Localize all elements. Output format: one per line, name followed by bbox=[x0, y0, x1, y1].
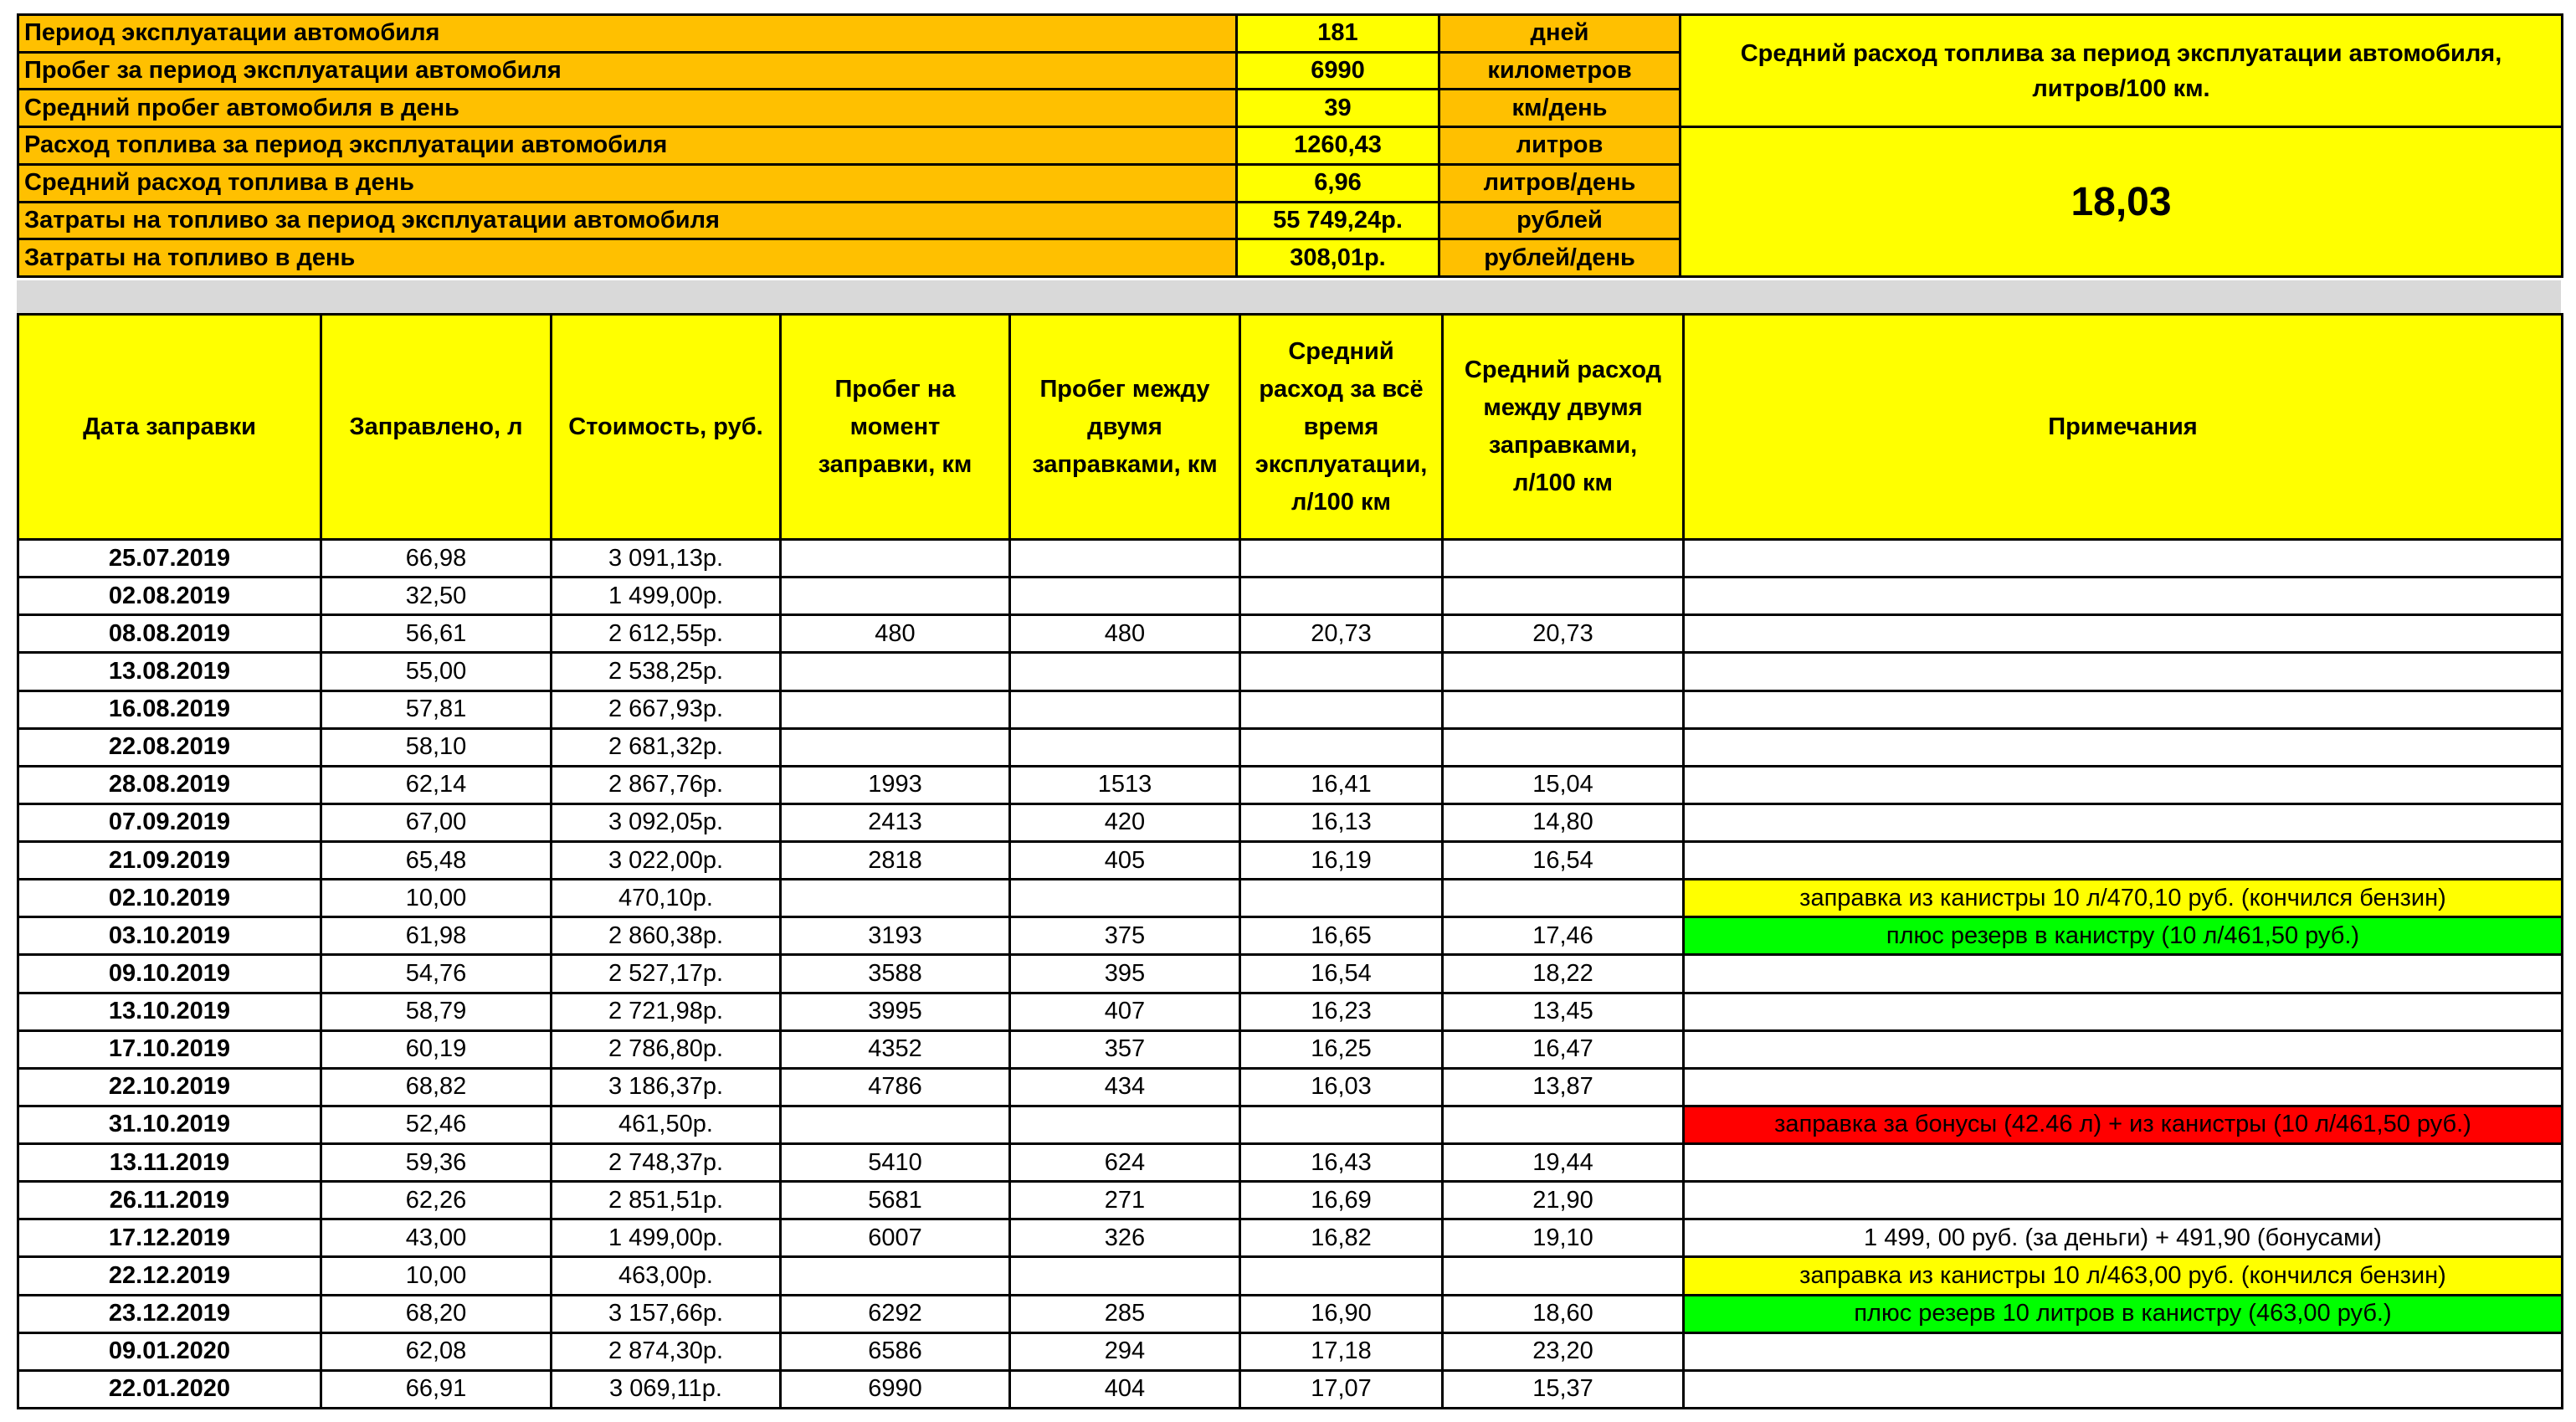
table-row bbox=[18, 1030, 2563, 1068]
summary-row bbox=[18, 15, 2563, 53]
cell-distance[interactable]: 271 bbox=[1010, 1182, 1240, 1219]
cell-note[interactable]: 1 499, 00 руб. (за деньги) + 491,90 (бонусами) bbox=[1684, 1219, 2563, 1257]
cell-odometer[interactable] bbox=[781, 540, 1010, 578]
header-date[interactable]: Дата заправки bbox=[18, 315, 321, 540]
cell-odometer[interactable]: 3995 bbox=[781, 993, 1010, 1030]
cell-cost[interactable]: 2 527,17р. bbox=[552, 955, 781, 993]
table-row bbox=[18, 728, 2563, 766]
summary-row bbox=[18, 127, 2563, 165]
cell-odometer[interactable]: 6586 bbox=[781, 1332, 1010, 1370]
summary-unit[interactable]: литров bbox=[1439, 127, 1681, 165]
cell-liters[interactable]: 65,48 bbox=[321, 842, 552, 880]
cell-date[interactable]: 13.08.2019 bbox=[18, 653, 321, 690]
table-row bbox=[18, 993, 2563, 1030]
cell-avg-between[interactable]: 21,90 bbox=[1443, 1182, 1684, 1219]
table-row bbox=[18, 653, 2563, 690]
cell-distance[interactable] bbox=[1010, 578, 1240, 615]
cell-avg-total[interactable] bbox=[1240, 728, 1443, 766]
cell-date[interactable]: 09.01.2020 bbox=[18, 1332, 321, 1370]
cell-note[interactable]: плюс резерв 10 литров в канистру (463,00 руб.) bbox=[1684, 1295, 2563, 1332]
cell-avg-between[interactable]: 16,47 bbox=[1443, 1030, 1684, 1068]
cell-distance[interactable]: 480 bbox=[1010, 615, 1240, 653]
log-header-row bbox=[18, 315, 2563, 540]
cell-avg-total[interactable] bbox=[1240, 1106, 1443, 1143]
cell-note[interactable] bbox=[1684, 540, 2563, 578]
cell-avg-between[interactable]: 16,54 bbox=[1443, 842, 1684, 880]
cell-note[interactable] bbox=[1684, 1144, 2563, 1182]
cell-cost[interactable]: 3 157,66р. bbox=[552, 1295, 781, 1332]
summary-body bbox=[18, 15, 2563, 277]
cell-cost[interactable]: 1 499,00р. bbox=[552, 1219, 781, 1257]
cell-distance[interactable]: 285 bbox=[1010, 1295, 1240, 1332]
cell-note[interactable] bbox=[1684, 1370, 2563, 1408]
summary-value[interactable]: 6990 bbox=[1237, 52, 1439, 90]
cell-avg-between[interactable]: 14,80 bbox=[1443, 803, 1684, 841]
cell-avg-between[interactable] bbox=[1443, 690, 1684, 728]
cell-date[interactable]: 02.08.2019 bbox=[18, 578, 321, 615]
summary-label[interactable]: Средний пробег автомобиля в день bbox=[18, 90, 1237, 127]
cell-liters[interactable]: 62,26 bbox=[321, 1182, 552, 1219]
cell-note[interactable] bbox=[1684, 690, 2563, 728]
cell-date[interactable]: 16.08.2019 bbox=[18, 690, 321, 728]
cell-distance[interactable]: 294 bbox=[1010, 1332, 1240, 1370]
cell-date[interactable]: 17.10.2019 bbox=[18, 1030, 321, 1068]
table-row bbox=[18, 955, 2563, 993]
log-body bbox=[18, 540, 2563, 1409]
cell-odometer[interactable] bbox=[781, 690, 1010, 728]
cell-cost[interactable]: 2 851,51р. bbox=[552, 1182, 781, 1219]
table-row bbox=[18, 842, 2563, 880]
table-row bbox=[18, 917, 2563, 955]
cell-note[interactable] bbox=[1684, 1030, 2563, 1068]
cell-date[interactable]: 22.10.2019 bbox=[18, 1068, 321, 1106]
summary-value[interactable]: 181 bbox=[1237, 15, 1439, 53]
summary-value[interactable]: 6,96 bbox=[1237, 164, 1439, 202]
cell-odometer[interactable] bbox=[781, 880, 1010, 917]
summary-unit[interactable]: рублей bbox=[1439, 202, 1681, 239]
cell-avg-between[interactable] bbox=[1443, 1257, 1684, 1295]
summary-unit[interactable]: километров bbox=[1439, 52, 1681, 90]
refuel-log-table bbox=[17, 313, 2563, 1409]
cell-liters[interactable]: 68,82 bbox=[321, 1068, 552, 1106]
summary-label[interactable]: Затраты на топливо в день bbox=[18, 239, 1237, 277]
cell-distance[interactable] bbox=[1010, 1257, 1240, 1295]
header-liters[interactable]: Заправлено, л bbox=[321, 315, 552, 540]
cell-odometer[interactable] bbox=[781, 728, 1010, 766]
cell-note[interactable] bbox=[1684, 993, 2563, 1030]
cell-avg-total[interactable]: 17,07 bbox=[1240, 1370, 1443, 1408]
cell-liters[interactable]: 62,08 bbox=[321, 1332, 552, 1370]
cell-avg-total[interactable] bbox=[1240, 880, 1443, 917]
cell-note[interactable]: заправка из канистры 10 л/470,10 руб. (кончился бензин) bbox=[1684, 880, 2563, 917]
cell-avg-between[interactable] bbox=[1443, 578, 1684, 615]
summary-value[interactable]: 308,01р. bbox=[1237, 239, 1439, 277]
cell-avg-total[interactable] bbox=[1240, 578, 1443, 615]
table-row bbox=[18, 1257, 2563, 1295]
cell-date[interactable]: 23.12.2019 bbox=[18, 1295, 321, 1332]
cell-cost[interactable]: 2 874,30р. bbox=[552, 1332, 781, 1370]
cell-avg-between[interactable]: 13,87 bbox=[1443, 1068, 1684, 1106]
cell-liters[interactable]: 59,36 bbox=[321, 1144, 552, 1182]
cell-note[interactable]: заправка за бонусы (42.46 л) + из канистры (10 л/461,50 руб.) bbox=[1684, 1106, 2563, 1143]
cell-avg-between[interactable]: 15,37 bbox=[1443, 1370, 1684, 1408]
cell-date[interactable]: 13.10.2019 bbox=[18, 993, 321, 1030]
cell-cost[interactable]: 2 721,98р. bbox=[552, 993, 781, 1030]
cell-avg-total[interactable] bbox=[1240, 1257, 1443, 1295]
summary-label[interactable]: Затраты на топливо за период эксплуатации автомобиля bbox=[18, 202, 1237, 239]
cell-note[interactable]: плюс резерв в канистру (10 л/461,50 руб.) bbox=[1684, 917, 2563, 955]
summary-label[interactable]: Пробег за период эксплуатации автомобиля bbox=[18, 52, 1237, 90]
table-row bbox=[18, 766, 2563, 803]
log-header bbox=[18, 315, 2563, 540]
header-avg-between[interactable]: Средний расход между двумя заправками, л/100 км bbox=[1443, 315, 1684, 540]
cell-distance[interactable]: 405 bbox=[1010, 842, 1240, 880]
cell-liters[interactable]: 68,20 bbox=[321, 1295, 552, 1332]
cell-cost[interactable]: 3 092,05р. bbox=[552, 803, 781, 841]
cell-odometer[interactable]: 5681 bbox=[781, 1182, 1010, 1219]
cell-distance[interactable]: 624 bbox=[1010, 1144, 1240, 1182]
cell-cost[interactable]: 2 681,32р. bbox=[552, 728, 781, 766]
cell-date[interactable]: 22.12.2019 bbox=[18, 1257, 321, 1295]
summary-value[interactable]: 1260,43 bbox=[1237, 127, 1439, 165]
cell-liters[interactable]: 61,98 bbox=[321, 917, 552, 955]
avg-consumption-value[interactable]: 18,03 bbox=[1681, 127, 2563, 277]
cell-date[interactable]: 31.10.2019 bbox=[18, 1106, 321, 1143]
cell-note[interactable] bbox=[1684, 1182, 2563, 1219]
cell-odometer[interactable]: 4352 bbox=[781, 1030, 1010, 1068]
cell-avg-between[interactable] bbox=[1443, 1106, 1684, 1143]
table-row bbox=[18, 615, 2563, 653]
cell-distance[interactable]: 420 bbox=[1010, 803, 1240, 841]
cell-avg-total[interactable]: 16,25 bbox=[1240, 1030, 1443, 1068]
cell-distance[interactable]: 326 bbox=[1010, 1219, 1240, 1257]
summary-label[interactable]: Расход топлива за период эксплуатации автомобиля bbox=[18, 127, 1237, 165]
separator-row bbox=[17, 280, 2561, 313]
header-notes[interactable]: Примечания bbox=[1684, 315, 2563, 540]
cell-distance[interactable]: 407 bbox=[1010, 993, 1240, 1030]
summary-unit[interactable]: рублей/день bbox=[1439, 239, 1681, 277]
cell-avg-total[interactable]: 16,90 bbox=[1240, 1295, 1443, 1332]
cell-date[interactable]: 09.10.2019 bbox=[18, 955, 321, 993]
cell-date[interactable]: 13.11.2019 bbox=[18, 1144, 321, 1182]
cell-liters[interactable]: 43,00 bbox=[321, 1219, 552, 1257]
cell-avg-between[interactable]: 18,60 bbox=[1443, 1295, 1684, 1332]
cell-date[interactable]: 17.12.2019 bbox=[18, 1219, 321, 1257]
summary-label[interactable]: Средний расход топлива в день bbox=[18, 164, 1237, 202]
cell-distance[interactable] bbox=[1010, 540, 1240, 578]
cell-liters[interactable]: 10,00 bbox=[321, 1257, 552, 1295]
cell-note[interactable] bbox=[1684, 728, 2563, 766]
cell-date[interactable]: 25.07.2019 bbox=[18, 540, 321, 578]
table-row bbox=[18, 1332, 2563, 1370]
cell-date[interactable]: 22.08.2019 bbox=[18, 728, 321, 766]
table-row bbox=[18, 1295, 2563, 1332]
header-cost[interactable]: Стоимость, руб. bbox=[552, 315, 781, 540]
table-row bbox=[18, 880, 2563, 917]
cell-cost[interactable]: 461,50р. bbox=[552, 1106, 781, 1143]
cell-cost[interactable]: 2 860,38р. bbox=[552, 917, 781, 955]
cell-distance[interactable]: 1513 bbox=[1010, 766, 1240, 803]
cell-cost[interactable]: 2 667,93р. bbox=[552, 690, 781, 728]
cell-avg-between[interactable] bbox=[1443, 540, 1684, 578]
cell-avg-total[interactable]: 16,03 bbox=[1240, 1068, 1443, 1106]
cell-avg-total[interactable]: 16,41 bbox=[1240, 766, 1443, 803]
cell-cost[interactable]: 2 612,55р. bbox=[552, 615, 781, 653]
cell-avg-total[interactable]: 16,23 bbox=[1240, 993, 1443, 1030]
cell-date[interactable]: 28.08.2019 bbox=[18, 766, 321, 803]
cell-odometer[interactable]: 4786 bbox=[781, 1068, 1010, 1106]
cell-note[interactable]: заправка из канистры 10 л/463,00 руб. (кончился бензин) bbox=[1684, 1257, 2563, 1295]
cell-odometer[interactable]: 5410 bbox=[781, 1144, 1010, 1182]
cell-odometer[interactable] bbox=[781, 653, 1010, 690]
cell-liters[interactable]: 67,00 bbox=[321, 803, 552, 841]
cell-odometer[interactable] bbox=[781, 1106, 1010, 1143]
cell-distance[interactable] bbox=[1010, 880, 1240, 917]
summary-unit[interactable]: км/день bbox=[1439, 90, 1681, 127]
cell-date[interactable]: 02.10.2019 bbox=[18, 880, 321, 917]
table-row bbox=[18, 1106, 2563, 1143]
header-avg-total[interactable]: Средний расход за всё время эксплуатации, л/100 км bbox=[1240, 315, 1443, 540]
cell-avg-total[interactable] bbox=[1240, 690, 1443, 728]
summary-unit[interactable]: дней bbox=[1439, 15, 1681, 53]
cell-odometer[interactable]: 2818 bbox=[781, 842, 1010, 880]
cell-cost[interactable]: 463,00р. bbox=[552, 1257, 781, 1295]
cell-cost[interactable]: 3 091,13р. bbox=[552, 540, 781, 578]
cell-avg-between[interactable]: 20,73 bbox=[1443, 615, 1684, 653]
cell-note[interactable] bbox=[1684, 955, 2563, 993]
summary-table bbox=[17, 13, 2563, 278]
cell-note[interactable] bbox=[1684, 803, 2563, 841]
cell-avg-total[interactable]: 16,65 bbox=[1240, 917, 1443, 955]
table-row bbox=[18, 1370, 2563, 1408]
table-row bbox=[18, 1182, 2563, 1219]
cell-liters[interactable]: 55,00 bbox=[321, 653, 552, 690]
avg-consumption-title[interactable]: Средний расход топлива за период эксплуатации автомобиля, литров/100 км. bbox=[1681, 15, 2563, 127]
cell-avg-between[interactable]: 23,20 bbox=[1443, 1332, 1684, 1370]
cell-liters[interactable]: 32,50 bbox=[321, 578, 552, 615]
cell-distance[interactable]: 434 bbox=[1010, 1068, 1240, 1106]
summary-value[interactable]: 55 749,24р. bbox=[1237, 202, 1439, 239]
cell-avg-total[interactable]: 16,43 bbox=[1240, 1144, 1443, 1182]
cell-avg-total[interactable]: 20,73 bbox=[1240, 615, 1443, 653]
cell-odometer[interactable]: 2413 bbox=[781, 803, 1010, 841]
cell-odometer[interactable]: 3588 bbox=[781, 955, 1010, 993]
cell-note[interactable] bbox=[1684, 653, 2563, 690]
cell-odometer[interactable] bbox=[781, 1257, 1010, 1295]
cell-date[interactable]: 08.08.2019 bbox=[18, 615, 321, 653]
header-distance[interactable]: Пробег между двумя заправками, км bbox=[1010, 315, 1240, 540]
cell-avg-total[interactable]: 16,82 bbox=[1240, 1219, 1443, 1257]
cell-avg-between[interactable]: 19,10 bbox=[1443, 1219, 1684, 1257]
cell-avg-between[interactable] bbox=[1443, 728, 1684, 766]
summary-label[interactable]: Период эксплуатации автомобиля bbox=[18, 15, 1237, 53]
cell-avg-total[interactable] bbox=[1240, 540, 1443, 578]
cell-distance[interactable]: 404 bbox=[1010, 1370, 1240, 1408]
table-row bbox=[18, 690, 2563, 728]
cell-avg-between[interactable]: 15,04 bbox=[1443, 766, 1684, 803]
cell-avg-total[interactable]: 17,18 bbox=[1240, 1332, 1443, 1370]
cell-liters[interactable]: 62,14 bbox=[321, 766, 552, 803]
cell-distance[interactable] bbox=[1010, 728, 1240, 766]
cell-cost[interactable]: 2 867,76р. bbox=[552, 766, 781, 803]
cell-avg-total[interactable]: 16,13 bbox=[1240, 803, 1443, 841]
cell-avg-total[interactable]: 16,54 bbox=[1240, 955, 1443, 993]
cell-avg-total[interactable] bbox=[1240, 653, 1443, 690]
cell-avg-total[interactable]: 16,19 bbox=[1240, 842, 1443, 880]
cell-avg-between[interactable]: 18,22 bbox=[1443, 955, 1684, 993]
cell-note[interactable] bbox=[1684, 1068, 2563, 1106]
summary-value[interactable]: 39 bbox=[1237, 90, 1439, 127]
cell-liters[interactable]: 60,19 bbox=[321, 1030, 552, 1068]
table-row bbox=[18, 540, 2563, 578]
cell-distance[interactable]: 357 bbox=[1010, 1030, 1240, 1068]
cell-cost[interactable]: 2 538,25р. bbox=[552, 653, 781, 690]
cell-cost[interactable]: 2 748,37р. bbox=[552, 1144, 781, 1182]
cell-liters[interactable]: 52,46 bbox=[321, 1106, 552, 1143]
cell-liters[interactable]: 57,81 bbox=[321, 690, 552, 728]
cell-distance[interactable]: 395 bbox=[1010, 955, 1240, 993]
table-row bbox=[18, 578, 2563, 615]
cell-date[interactable]: 21.09.2019 bbox=[18, 842, 321, 880]
cell-odometer[interactable]: 6292 bbox=[781, 1295, 1010, 1332]
cell-avg-between[interactable]: 17,46 bbox=[1443, 917, 1684, 955]
cell-liters[interactable]: 66,91 bbox=[321, 1370, 552, 1408]
cell-cost[interactable]: 3 022,00р. bbox=[552, 842, 781, 880]
table-row bbox=[18, 1144, 2563, 1182]
cell-liters[interactable]: 56,61 bbox=[321, 615, 552, 653]
cell-date[interactable]: 26.11.2019 bbox=[18, 1182, 321, 1219]
cell-distance[interactable] bbox=[1010, 690, 1240, 728]
cell-distance[interactable] bbox=[1010, 653, 1240, 690]
cell-distance[interactable] bbox=[1010, 1106, 1240, 1143]
cell-liters[interactable]: 58,79 bbox=[321, 993, 552, 1030]
cell-cost[interactable]: 3 069,11р. bbox=[552, 1370, 781, 1408]
table-row bbox=[18, 1068, 2563, 1106]
cell-avg-between[interactable]: 19,44 bbox=[1443, 1144, 1684, 1182]
cell-cost[interactable]: 1 499,00р. bbox=[552, 578, 781, 615]
cell-avg-between[interactable] bbox=[1443, 880, 1684, 917]
cell-note[interactable] bbox=[1684, 615, 2563, 653]
cell-odometer[interactable]: 6990 bbox=[781, 1370, 1010, 1408]
cell-liters[interactable]: 10,00 bbox=[321, 880, 552, 917]
cell-note[interactable] bbox=[1684, 578, 2563, 615]
cell-date[interactable]: 07.09.2019 bbox=[18, 803, 321, 841]
cell-note[interactable] bbox=[1684, 1332, 2563, 1370]
table-row bbox=[18, 1219, 2563, 1257]
cell-avg-between[interactable]: 13,45 bbox=[1443, 993, 1684, 1030]
cell-note[interactable] bbox=[1684, 842, 2563, 880]
cell-avg-between[interactable] bbox=[1443, 653, 1684, 690]
cell-odometer[interactable]: 3193 bbox=[781, 917, 1010, 955]
cell-cost[interactable]: 3 186,37р. bbox=[552, 1068, 781, 1106]
cell-note[interactable] bbox=[1684, 766, 2563, 803]
cell-liters[interactable]: 54,76 bbox=[321, 955, 552, 993]
cell-odometer[interactable] bbox=[781, 578, 1010, 615]
cell-date[interactable]: 03.10.2019 bbox=[18, 917, 321, 955]
cell-odometer[interactable]: 480 bbox=[781, 615, 1010, 653]
cell-liters[interactable]: 58,10 bbox=[321, 728, 552, 766]
cell-distance[interactable]: 375 bbox=[1010, 917, 1240, 955]
cell-avg-total[interactable]: 16,69 bbox=[1240, 1182, 1443, 1219]
cell-liters[interactable]: 66,98 bbox=[321, 540, 552, 578]
cell-odometer[interactable]: 6007 bbox=[781, 1219, 1010, 1257]
cell-odometer[interactable]: 1993 bbox=[781, 766, 1010, 803]
header-odometer[interactable]: Пробег на момент заправки, км bbox=[781, 315, 1010, 540]
table-row bbox=[18, 803, 2563, 841]
cell-date[interactable]: 22.01.2020 bbox=[18, 1370, 321, 1408]
summary-unit[interactable]: литров/день bbox=[1439, 164, 1681, 202]
cell-cost[interactable]: 470,10р. bbox=[552, 880, 781, 917]
cell-cost[interactable]: 2 786,80р. bbox=[552, 1030, 781, 1068]
